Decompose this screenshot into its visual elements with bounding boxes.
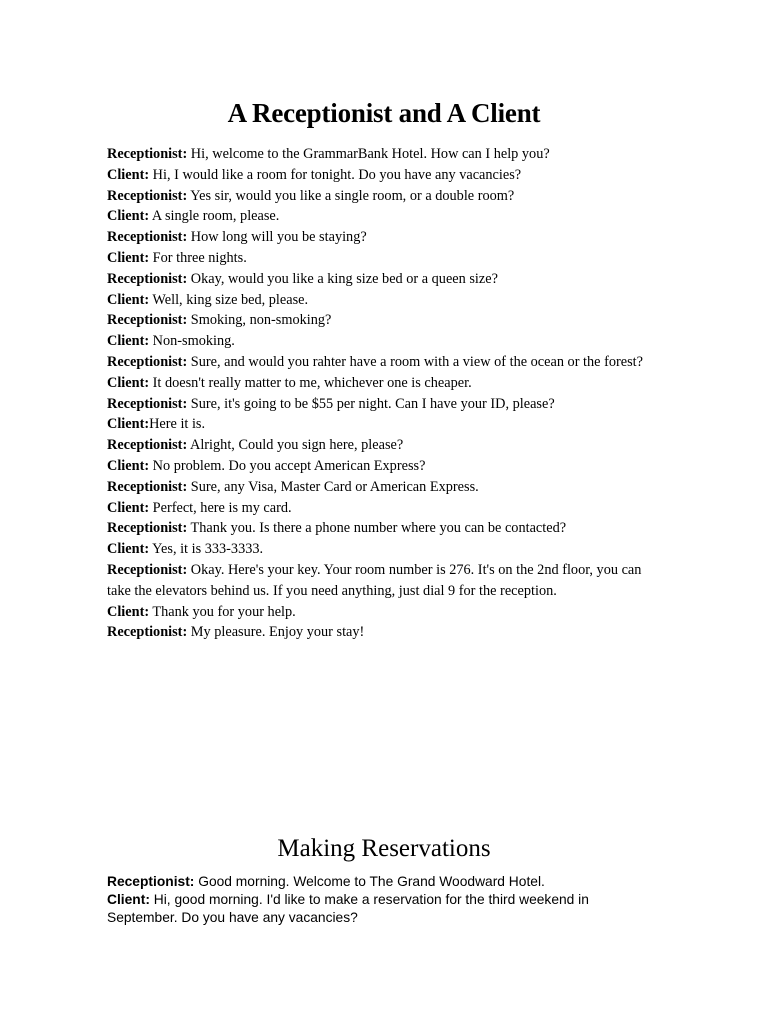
dialogue-line (107, 186, 652, 207)
speaker-label: Client: (107, 499, 150, 516)
speaker-label: Client: (107, 892, 150, 908)
dialogue-text: Thank you for your help. (149, 603, 296, 620)
dialogue-line (107, 477, 652, 498)
dialogue-text: For three nights. (149, 249, 247, 266)
dialogue-text: Yes, it is 333-3333. (149, 541, 264, 558)
dialogue-line (107, 290, 652, 311)
speaker-label: Client: (107, 208, 150, 225)
dialogue-text: How long will you be staying? (187, 229, 367, 246)
dialogue-text: Hi, I would like a room for tonight. Do you have any vacancies? (149, 166, 522, 183)
dialogue-text: A single room, please. (149, 208, 280, 225)
speaker-label: Receptionist: (107, 146, 188, 162)
speaker-label: Receptionist: (107, 874, 195, 889)
dialogue-text: My pleasure. Enjoy your stay! (187, 624, 365, 641)
dialogue-line (107, 560, 652, 602)
dialogue-text: No problem. Do you accept American Express? (149, 457, 426, 474)
speaker-label: Client: (107, 541, 150, 558)
dialogue-text: Thank you. Is there a phone number where you can be contacted? (187, 520, 567, 537)
dialogue-line (107, 456, 652, 477)
dialogue-line (107, 394, 652, 415)
dialogue-text: Good morning. Welcome to The Grand Woodward Hotel. (194, 874, 545, 889)
speaker-label: Client: (107, 291, 150, 308)
speaker-label: Client: (107, 603, 150, 620)
section-title-reservations: Making Reservations (277, 835, 491, 862)
dialogue-line (107, 248, 652, 269)
speaker-label: Receptionist: (107, 624, 188, 641)
dialogue-line (107, 518, 652, 539)
dialogue-text: Yes sir, would you like a single room, or a double room? (187, 187, 515, 204)
speaker-label: Receptionist: (107, 478, 188, 495)
dialogue-line (107, 602, 652, 623)
dialogue-text: Non-smoking. (149, 333, 235, 350)
dialogue-text: Sure, and would you rahter have a room with a view of the ocean or the forest? (187, 353, 643, 370)
speaker-label: Receptionist: (107, 229, 188, 246)
speaker-label: Receptionist: (107, 437, 188, 454)
dialogue-text: Hi, good morning. I'd like to make a reservation for the third weekend in September. Do you have any vacancies? (107, 892, 589, 926)
dialogue-text: Sure, it's going to be $55 per night. Can I have your ID, please? (187, 395, 555, 412)
dialogue-text: Alright, Could you sign here, please? (187, 437, 404, 454)
dialogue-line (107, 227, 652, 248)
dialogue-line (107, 206, 652, 227)
dialogue-text: Hi, welcome to the GrammarBank Hotel. How can I help you? (187, 146, 550, 162)
dialogue-line (107, 435, 652, 456)
dialogue-text: Smoking, non-smoking? (187, 312, 332, 329)
dialogue-line (107, 498, 652, 519)
speaker-label: Receptionist: (107, 353, 188, 370)
dialogue-line (107, 891, 647, 927)
speaker-label: Receptionist: (107, 520, 188, 537)
dialogue-text: Okay, would you like a king size bed or a queen size? (187, 270, 498, 287)
dialogue-line (107, 310, 652, 331)
speaker-label: Receptionist: (107, 270, 188, 287)
dialogue-line (107, 144, 652, 165)
speaker-label: Client: (107, 249, 150, 266)
section-title: A Receptionist and A Client (227, 98, 541, 128)
dialogue-line (107, 165, 652, 186)
speaker-label: Client: (107, 374, 150, 391)
dialogue-line (107, 873, 647, 891)
speaker-label: Receptionist: (107, 312, 188, 329)
speaker-label: Client: (107, 333, 150, 350)
speaker-label: Receptionist: (107, 187, 188, 204)
speaker-label: Client: (107, 166, 150, 183)
speaker-label: Client: (107, 457, 150, 474)
dialogue-text: Perfect, here is my card. (149, 499, 292, 516)
dialogue-text: Well, king size bed, please. (149, 291, 309, 308)
dialogue-line (107, 352, 652, 394)
dialogue-block (107, 144, 652, 643)
dialogue-line (107, 539, 652, 560)
dialogue-line (107, 331, 652, 352)
speaker-label: Client: (107, 416, 150, 433)
dialogue-block-reservations (107, 873, 647, 928)
speaker-label: Receptionist: (107, 561, 188, 578)
dialogue-text: Here it is. (149, 416, 206, 433)
speaker-label: Receptionist: (107, 395, 188, 412)
dialogue-text: It doesn't really matter to me, whichever one is cheaper. (149, 374, 472, 391)
dialogue-line (107, 414, 652, 435)
dialogue-line (107, 622, 652, 643)
dialogue-line (107, 269, 652, 290)
dialogue-text: Okay. Here's your key. Your room number is 276. It's on the 2nd floor, you can take the elevators behind us. If you need anything, just dial 9 for the reception. (107, 561, 642, 599)
dialogue-text: Sure, any Visa, Master Card or American Express. (187, 478, 479, 495)
